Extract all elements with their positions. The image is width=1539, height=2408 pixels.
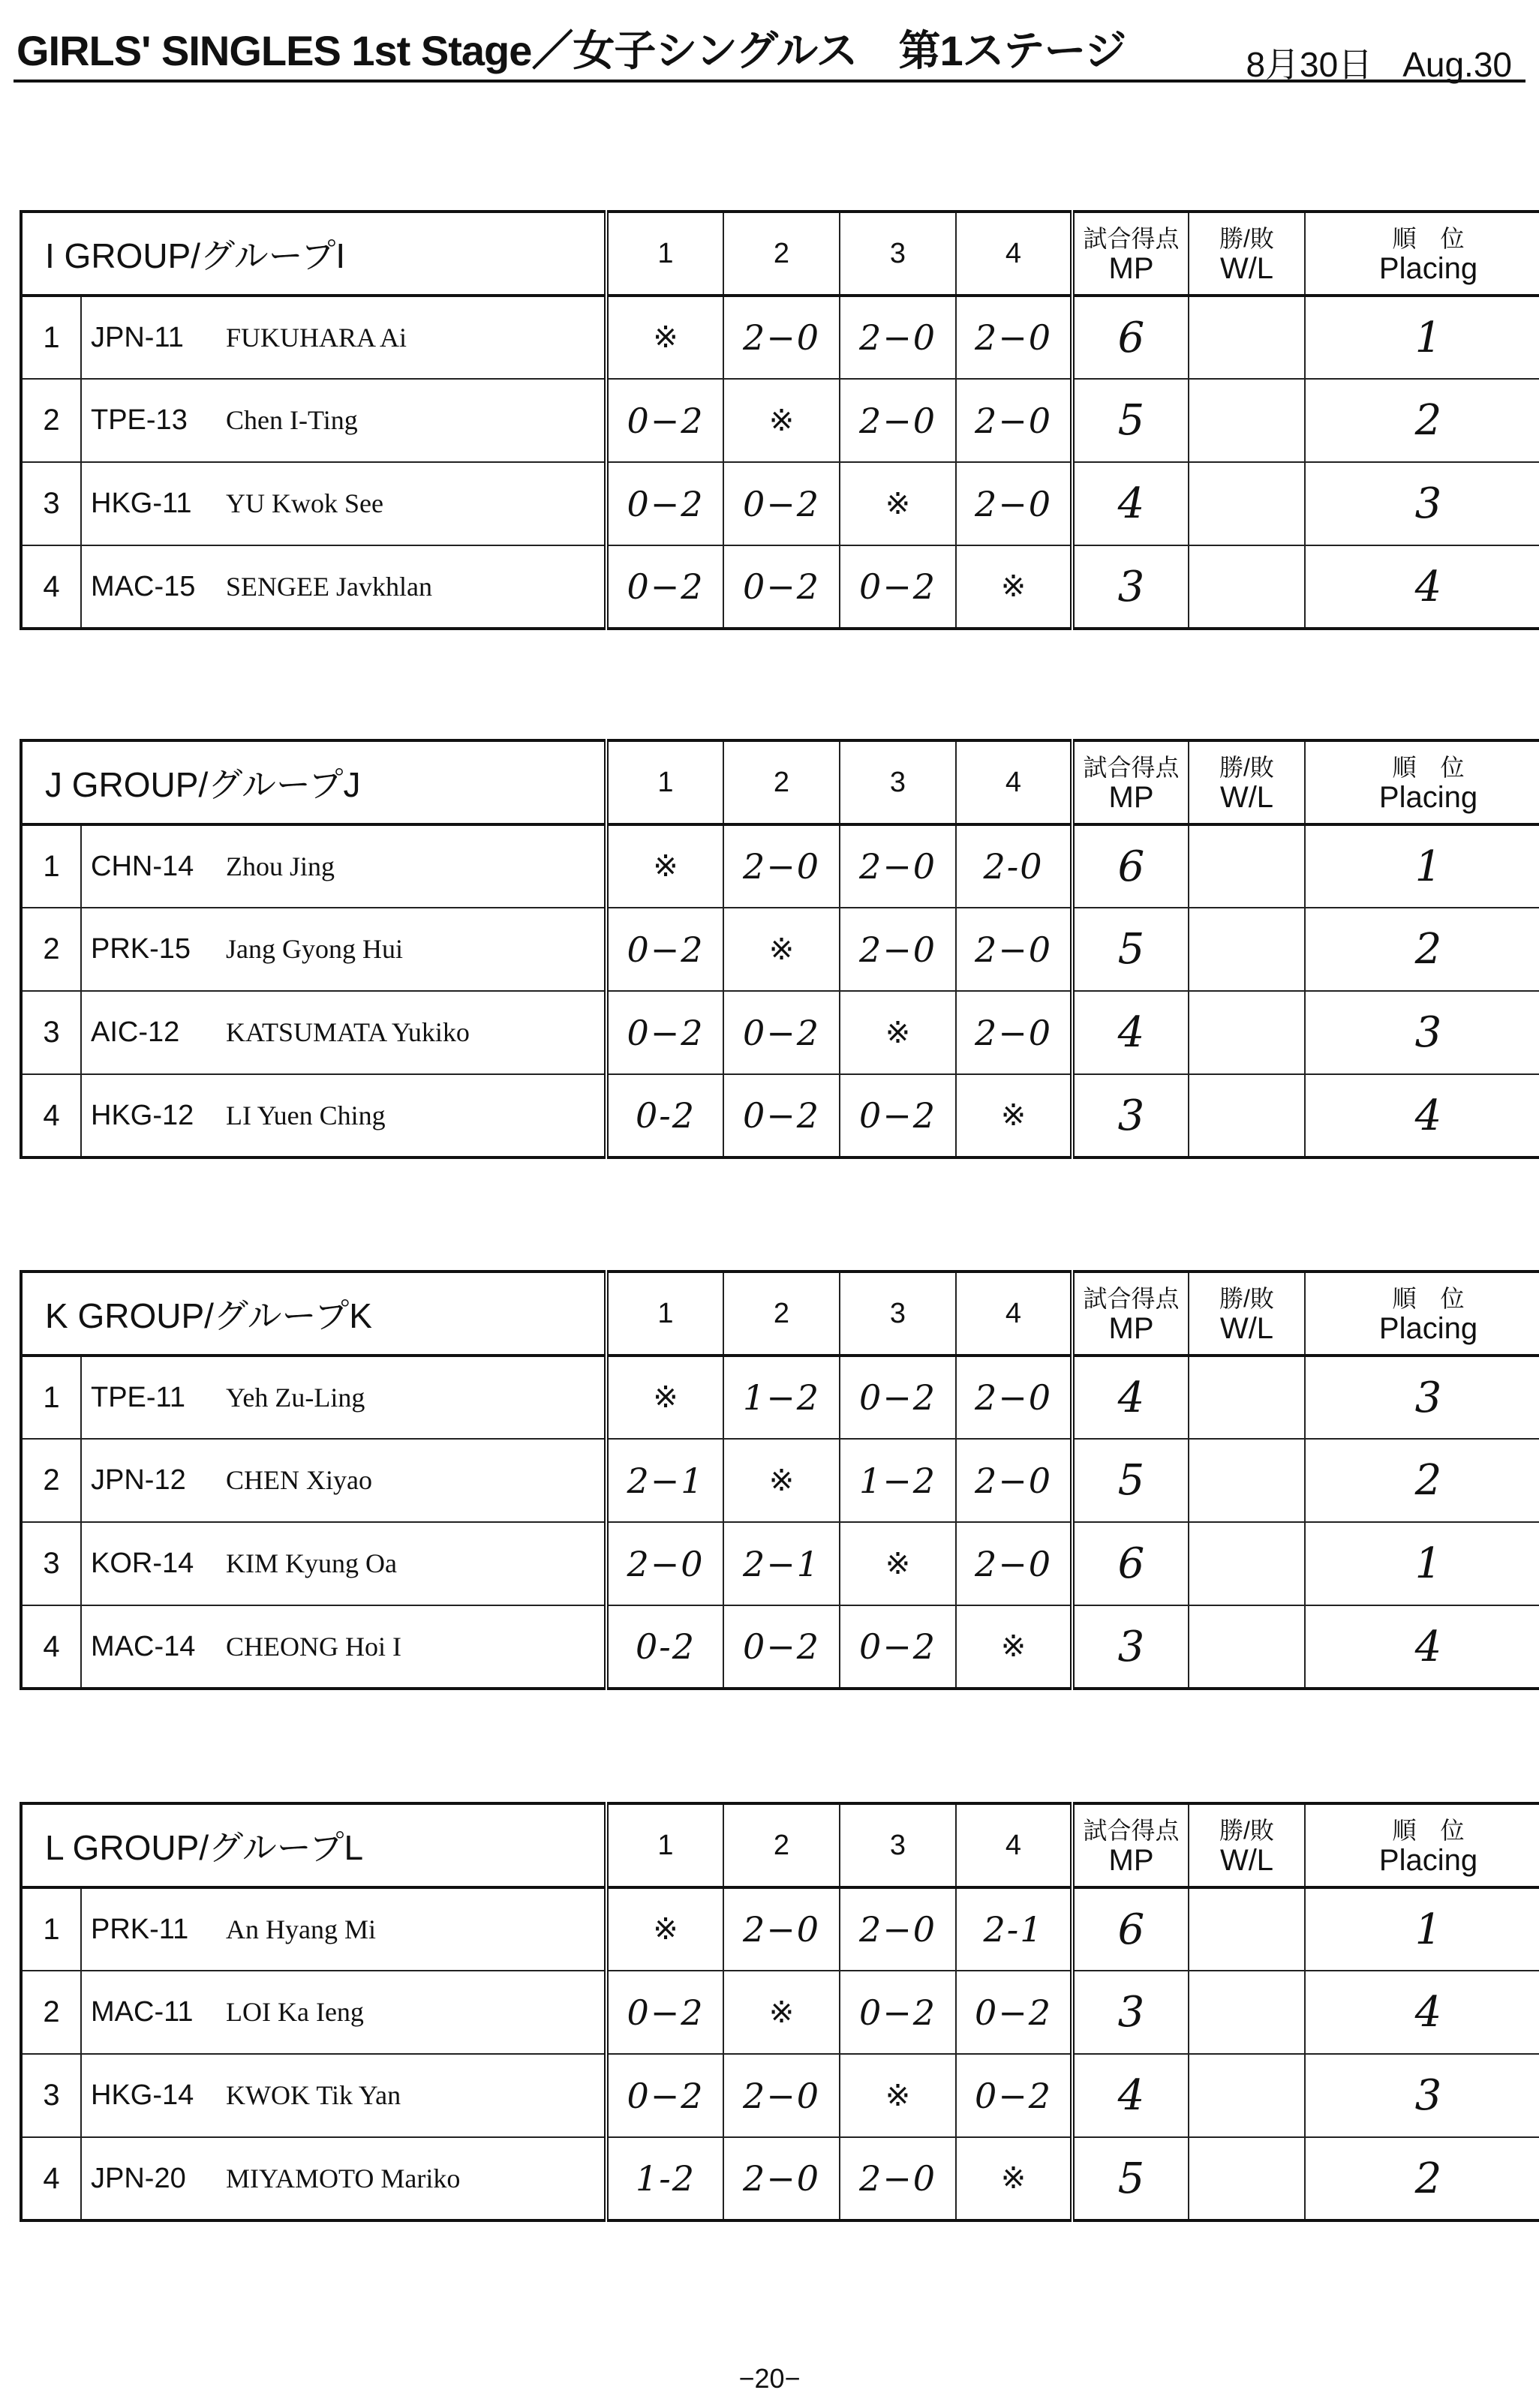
seed-number: 1 [21, 1356, 81, 1439]
column-header-place-jp: 順 位 [1392, 225, 1465, 252]
association-code: JPN-20 [91, 2162, 186, 2194]
win-loss [1189, 379, 1305, 462]
player-row [21, 462, 1539, 545]
win-loss [1189, 1605, 1305, 1689]
column-header-c1: 1 [606, 212, 723, 296]
seed-number: 3 [21, 462, 81, 545]
column-header-mp-jp: 試合得点 [1083, 1285, 1180, 1312]
association-code: KOR-14 [91, 1548, 194, 1579]
seed-number: 4 [21, 1605, 81, 1689]
match-score: 0−2 [840, 1605, 956, 1689]
match-score: 0−2 [723, 462, 840, 545]
placing: 3 [1305, 1356, 1539, 1439]
player-cell [81, 1522, 606, 1605]
match-score: 1−2 [723, 1356, 840, 1439]
self-match-mark: ※ [956, 1605, 1072, 1689]
match-score: 1−2 [840, 1439, 956, 1522]
seed-number: 1 [21, 824, 81, 908]
seed-number: 4 [21, 2137, 81, 2220]
match-score: 0−2 [840, 1971, 956, 2054]
match-score: 0−2 [606, 908, 723, 991]
match-score: 2−0 [840, 2137, 956, 2220]
player-cell [81, 462, 606, 545]
column-header-place [1305, 212, 1539, 296]
match-score: 0−2 [606, 1971, 723, 2054]
match-score: 0−2 [606, 462, 723, 545]
seed-number: 3 [21, 991, 81, 1074]
match-points: 5 [1072, 1439, 1189, 1522]
match-points: 5 [1072, 379, 1189, 462]
self-match-mark: ※ [956, 545, 1072, 629]
player-name: CHEN Xiyao [226, 1465, 372, 1495]
column-header-mp-jp: 試合得点 [1083, 754, 1180, 781]
seed-number: 3 [21, 2054, 81, 2137]
group-title: K GROUP/グループK [21, 1272, 606, 1356]
match-points: 6 [1072, 296, 1189, 379]
column-header-wl-en: W/L [1219, 1312, 1274, 1345]
seed-number: 1 [21, 1887, 81, 1971]
column-header-c2: 2 [723, 1803, 840, 1887]
column-header-c2: 2 [723, 212, 840, 296]
win-loss [1189, 1971, 1305, 2054]
placing: 3 [1305, 2054, 1539, 2137]
player-cell [81, 1605, 606, 1689]
match-score: 0−2 [956, 1971, 1072, 2054]
player-name: KWOK Tik Yan [226, 2080, 401, 2110]
match-score: 2−0 [956, 1439, 1072, 1522]
win-loss [1189, 824, 1305, 908]
player-name: LI Yuen Ching [226, 1100, 386, 1130]
association-code: JPN-12 [91, 1464, 186, 1496]
placing: 4 [1305, 1971, 1539, 2054]
player-cell [81, 1887, 606, 1971]
match-score: 0−2 [606, 379, 723, 462]
group-title: J GROUP/グループJ [21, 740, 606, 824]
match-score: 2-0 [956, 824, 1072, 908]
association-code: MAC-14 [91, 1630, 196, 1662]
player-cell [81, 545, 606, 629]
player-cell [81, 1971, 606, 2054]
self-match-mark: ※ [840, 991, 956, 1074]
group-header-row [21, 1803, 1539, 1887]
win-loss [1189, 908, 1305, 991]
match-points: 3 [1072, 1971, 1189, 2054]
match-points: 3 [1072, 1074, 1189, 1157]
column-header-wl [1189, 212, 1305, 296]
placing: 4 [1305, 1074, 1539, 1157]
player-row [21, 908, 1539, 991]
match-score: 0−2 [606, 545, 723, 629]
placing: 4 [1305, 1605, 1539, 1689]
match-points: 6 [1072, 1522, 1189, 1605]
association-code: CHN-14 [91, 850, 194, 882]
self-match-mark: ※ [606, 1356, 723, 1439]
win-loss [1189, 1356, 1305, 1439]
match-points: 6 [1072, 1887, 1189, 1971]
self-match-mark: ※ [840, 2054, 956, 2137]
self-match-mark: ※ [606, 296, 723, 379]
placing: 2 [1305, 379, 1539, 462]
match-points: 4 [1072, 462, 1189, 545]
match-points: 4 [1072, 2054, 1189, 2137]
win-loss [1189, 545, 1305, 629]
match-score: 2−0 [956, 991, 1072, 1074]
self-match-mark: ※ [723, 1439, 840, 1522]
player-row [21, 1522, 1539, 1605]
match-points: 3 [1072, 545, 1189, 629]
player-row [21, 1605, 1539, 1689]
match-points: 3 [1072, 1605, 1189, 1689]
win-loss [1189, 1074, 1305, 1157]
column-header-c3: 3 [840, 740, 956, 824]
placing: 3 [1305, 991, 1539, 1074]
match-score: 0−2 [723, 1074, 840, 1157]
match-score: 0−2 [606, 991, 723, 1074]
player-name: YU Kwok See [226, 488, 383, 518]
match-score: 2−0 [956, 296, 1072, 379]
player-cell [81, 1356, 606, 1439]
seed-number: 2 [21, 379, 81, 462]
win-loss [1189, 1439, 1305, 1522]
player-row [21, 296, 1539, 379]
player-row [21, 1439, 1539, 1522]
player-name: An Hyang Mi [226, 1914, 376, 1944]
placing: 1 [1305, 824, 1539, 908]
match-score: 0−2 [723, 545, 840, 629]
column-header-place-en: Placing [1378, 781, 1478, 814]
group-table [20, 739, 1539, 1159]
match-score: 2−0 [840, 908, 956, 991]
player-row [21, 1971, 1539, 2054]
player-row [21, 1887, 1539, 1971]
match-score: 0−2 [606, 2054, 723, 2137]
win-loss [1189, 1887, 1305, 1971]
match-score: 0-2 [606, 1605, 723, 1689]
column-header-wl [1189, 1803, 1305, 1887]
column-header-c4: 4 [956, 1272, 1072, 1356]
association-code: HKG-11 [91, 488, 192, 519]
group-header-row [21, 740, 1539, 824]
column-header-place-en: Placing [1378, 252, 1478, 285]
column-header-c2: 2 [723, 1272, 840, 1356]
seed-number: 2 [21, 908, 81, 991]
placing: 1 [1305, 296, 1539, 379]
group-title: L GROUP/グループL [21, 1803, 606, 1887]
match-score: 2−0 [840, 1887, 956, 1971]
column-header-c3: 3 [840, 1272, 956, 1356]
match-score: 2−0 [840, 824, 956, 908]
match-score: 2−0 [840, 379, 956, 462]
column-header-wl-jp: 勝/敗 [1219, 225, 1274, 252]
match-score: 2−0 [606, 1522, 723, 1605]
match-score: 2−0 [723, 296, 840, 379]
association-code: TPE-13 [91, 404, 188, 436]
placing: 1 [1305, 1522, 1539, 1605]
column-header-c4: 4 [956, 1803, 1072, 1887]
match-score: 2-1 [956, 1887, 1072, 1971]
player-cell [81, 2054, 606, 2137]
group-table [20, 1270, 1539, 1690]
match-score: 1-2 [606, 2137, 723, 2220]
column-header-wl-jp: 勝/敗 [1219, 1285, 1274, 1312]
player-row [21, 2054, 1539, 2137]
column-header-c1: 1 [606, 1803, 723, 1887]
self-match-mark: ※ [606, 824, 723, 908]
match-score: 2−0 [956, 379, 1072, 462]
self-match-mark: ※ [723, 908, 840, 991]
win-loss [1189, 1522, 1305, 1605]
group-title: I GROUP/グループI [21, 212, 606, 296]
column-header-place-en: Placing [1378, 1844, 1478, 1877]
match-score: 2−0 [723, 2137, 840, 2220]
column-header-mp-en: MP [1108, 781, 1154, 814]
seed-number: 2 [21, 1439, 81, 1522]
self-match-mark: ※ [956, 2137, 1072, 2220]
group-table [20, 210, 1539, 630]
association-code: MAC-15 [91, 570, 196, 602]
page-number: −20− [738, 2363, 801, 2394]
column-header-wl-jp: 勝/敗 [1219, 754, 1274, 781]
placing: 2 [1305, 908, 1539, 991]
match-points: 6 [1072, 824, 1189, 908]
player-name: SENGEE Javkhlan [226, 571, 432, 602]
match-score: 2−1 [606, 1439, 723, 1522]
column-header-mp [1072, 1803, 1189, 1887]
column-header-mp-en: MP [1108, 1312, 1154, 1345]
win-loss [1189, 462, 1305, 545]
column-header-wl-en: W/L [1219, 252, 1274, 285]
match-points: 4 [1072, 991, 1189, 1074]
player-name: CHEONG Hoi I [226, 1631, 401, 1662]
column-header-c4: 4 [956, 740, 1072, 824]
date-japanese: 8月30日 [1246, 45, 1373, 84]
column-header-mp-jp: 試合得点 [1083, 1817, 1180, 1844]
player-cell [81, 991, 606, 1074]
column-header-place [1305, 1803, 1539, 1887]
match-score: 2−0 [956, 1522, 1072, 1605]
self-match-mark: ※ [840, 462, 956, 545]
player-cell [81, 1439, 606, 1522]
player-cell [81, 1074, 606, 1157]
seed-number: 3 [21, 1522, 81, 1605]
association-code: AIC-12 [91, 1016, 180, 1048]
self-match-mark: ※ [723, 379, 840, 462]
column-header-c4: 4 [956, 212, 1072, 296]
player-name: KATSUMATA Yukiko [226, 1017, 470, 1047]
group-table [20, 1802, 1539, 2222]
self-match-mark: ※ [840, 1522, 956, 1605]
player-cell [81, 2137, 606, 2220]
win-loss [1189, 296, 1305, 379]
player-row [21, 379, 1539, 462]
column-header-place-en: Placing [1378, 1312, 1478, 1345]
player-name: Jang Gyong Hui [226, 934, 403, 964]
player-cell [81, 908, 606, 991]
column-header-mp [1072, 1272, 1189, 1356]
player-name: FUKUHARA Ai [226, 322, 407, 353]
column-header-c1: 1 [606, 740, 723, 824]
match-score: 2−1 [723, 1522, 840, 1605]
match-score: 0−2 [840, 1356, 956, 1439]
group-header-row [21, 1272, 1539, 1356]
match-score: 0−2 [840, 1074, 956, 1157]
self-match-mark: ※ [723, 1971, 840, 2054]
player-cell [81, 379, 606, 462]
match-score: 0−2 [956, 2054, 1072, 2137]
win-loss [1189, 2137, 1305, 2220]
player-row [21, 824, 1539, 908]
placing: 2 [1305, 2137, 1539, 2220]
player-name: LOI Ka Ieng [226, 1997, 364, 2027]
column-header-wl [1189, 1272, 1305, 1356]
player-row [21, 1356, 1539, 1439]
column-header-place-jp: 順 位 [1392, 1285, 1465, 1312]
player-name: KIM Kyung Oa [226, 1548, 397, 1578]
match-score: 2−0 [956, 908, 1072, 991]
match-score: 2−0 [956, 1356, 1072, 1439]
match-score: 0−2 [840, 545, 956, 629]
date-english: Aug.30 [1402, 45, 1512, 84]
match-score: 0−2 [723, 1605, 840, 1689]
column-header-mp-en: MP [1108, 252, 1154, 285]
match-score: 2−0 [723, 824, 840, 908]
match-score: 2−0 [956, 462, 1072, 545]
self-match-mark: ※ [956, 1074, 1072, 1157]
match-score: 2−0 [723, 2054, 840, 2137]
column-header-mp-en: MP [1108, 1844, 1154, 1877]
player-name: Zhou Jing [226, 851, 335, 881]
column-header-place-jp: 順 位 [1392, 1817, 1465, 1844]
page-header [14, 11, 1525, 83]
association-code: HKG-12 [91, 1099, 194, 1131]
placing: 3 [1305, 462, 1539, 545]
seed-number: 4 [21, 1074, 81, 1157]
player-name: MIYAMOTO Mariko [226, 2163, 461, 2193]
column-header-mp [1072, 212, 1189, 296]
match-points: 5 [1072, 908, 1189, 991]
player-row [21, 2137, 1539, 2220]
placing: 2 [1305, 1439, 1539, 1522]
seed-number: 1 [21, 296, 81, 379]
self-match-mark: ※ [606, 1887, 723, 1971]
match-points: 4 [1072, 1356, 1189, 1439]
match-score: 2−0 [840, 296, 956, 379]
placing: 4 [1305, 545, 1539, 629]
seed-number: 2 [21, 1971, 81, 2054]
player-cell [81, 824, 606, 908]
column-header-c2: 2 [723, 740, 840, 824]
association-code: JPN-11 [91, 321, 184, 353]
match-score: 2−0 [723, 1887, 840, 1971]
match-score: 0−2 [723, 991, 840, 1074]
column-header-place [1305, 1272, 1539, 1356]
match-points: 5 [1072, 2137, 1189, 2220]
player-cell [81, 296, 606, 379]
column-header-mp [1072, 740, 1189, 824]
win-loss [1189, 991, 1305, 1074]
column-header-mp-jp: 試合得点 [1083, 225, 1180, 252]
page-title: GIRLS' SINGLES 1st Stage／女子シングルス 第1ステージ [17, 27, 1126, 74]
column-header-c3: 3 [840, 212, 956, 296]
association-code: TPE-11 [91, 1381, 186, 1413]
win-loss [1189, 2054, 1305, 2137]
column-header-place-jp: 順 位 [1392, 754, 1465, 781]
association-code: MAC-11 [91, 1996, 194, 2028]
column-header-wl [1189, 740, 1305, 824]
player-name: Yeh Zu-Ling [226, 1382, 365, 1413]
player-name: Chen I-Ting [226, 405, 358, 435]
column-header-c1: 1 [606, 1272, 723, 1356]
seed-number: 4 [21, 545, 81, 629]
header-date [1216, 38, 1512, 87]
player-row [21, 545, 1539, 629]
association-code: PRK-11 [91, 1913, 189, 1945]
column-header-c3: 3 [840, 1803, 956, 1887]
player-row [21, 991, 1539, 1074]
association-code: PRK-15 [91, 933, 191, 965]
column-header-wl-en: W/L [1219, 1844, 1274, 1877]
column-header-wl-jp: 勝/敗 [1219, 1817, 1274, 1844]
column-header-place [1305, 740, 1539, 824]
group-header-row [21, 212, 1539, 296]
placing: 1 [1305, 1887, 1539, 1971]
association-code: HKG-14 [91, 2079, 194, 2111]
player-row [21, 1074, 1539, 1157]
match-score: 0-2 [606, 1074, 723, 1157]
column-header-wl-en: W/L [1219, 781, 1274, 814]
